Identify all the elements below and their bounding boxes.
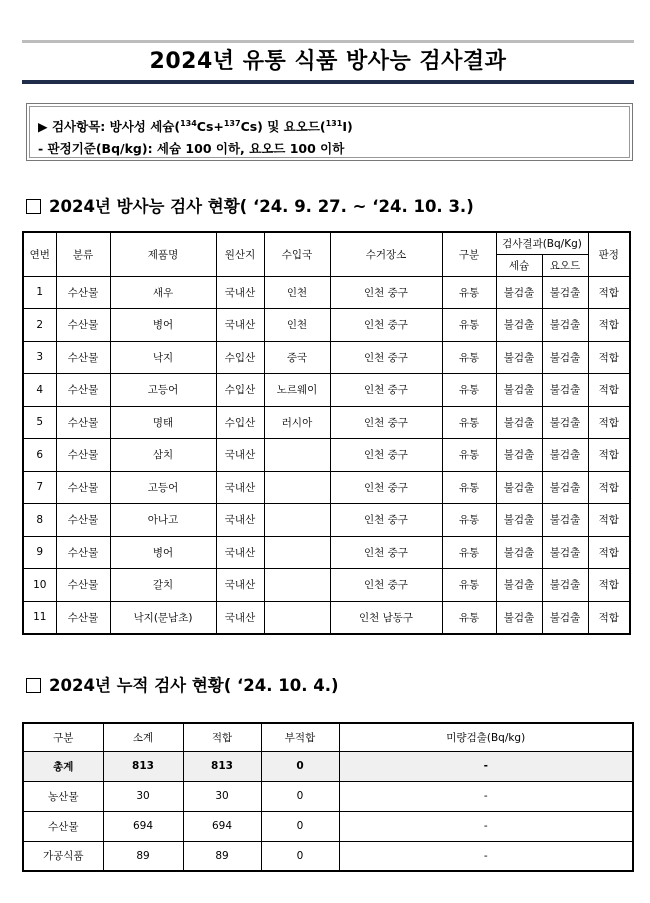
col-no: 연번 xyxy=(23,232,56,276)
col-judgment: 판정 xyxy=(588,232,630,276)
cell-cesium: 불검출 xyxy=(496,374,542,407)
cell-cesium: 불검출 xyxy=(496,341,542,374)
cell-cesium: 불검출 xyxy=(496,601,542,634)
cell-iodine: 불검출 xyxy=(542,309,588,342)
cell-product: 삼치 xyxy=(110,439,216,472)
cell-judgment: 적합 xyxy=(588,439,630,472)
cell-category: 수산물 xyxy=(56,569,110,602)
cell-type: 유통 xyxy=(442,276,496,309)
cell-fail: 0 xyxy=(261,781,339,811)
cell-import-country: 노르웨이 xyxy=(264,374,330,407)
cell-import-country xyxy=(264,569,330,602)
cell-iodine: 불검출 xyxy=(542,406,588,439)
table-row xyxy=(23,811,633,841)
cell-product: 새우 xyxy=(110,276,216,309)
section1-title: 2024년 방사능 검사 현황( ‘24. 9. 27. ~ ‘24. 10. 3.) xyxy=(49,197,474,216)
table-row xyxy=(23,841,633,871)
cell-location: 인천 남동구 xyxy=(330,601,442,634)
cell-judgment: 적합 xyxy=(588,536,630,569)
col-cesium: 세슘 xyxy=(496,254,542,276)
cell-judgment: 적합 xyxy=(588,471,630,504)
cell-import-country xyxy=(264,504,330,537)
cell-product: 아나고 xyxy=(110,504,216,537)
isotope-131: 131 xyxy=(325,119,343,128)
cell-division: 수산물 xyxy=(23,811,103,841)
cell-judgment: 적합 xyxy=(588,504,630,537)
table-row xyxy=(23,276,630,309)
table-row xyxy=(23,781,633,811)
iodine-suffix: I) xyxy=(342,119,353,135)
cell-type: 유통 xyxy=(442,406,496,439)
cs-plus: Cs+ xyxy=(196,119,224,135)
cell-cesium: 불검출 xyxy=(496,276,542,309)
cell-pass: 694 xyxy=(183,811,261,841)
cell-origin: 국내산 xyxy=(216,309,264,342)
cell-category: 수산물 xyxy=(56,406,110,439)
col-import-country: 수입국 xyxy=(264,232,330,276)
cell-pass: 30 xyxy=(183,781,261,811)
cell-no: 5 xyxy=(23,406,56,439)
table-row xyxy=(23,471,630,504)
test-items-prefix: ▶ 검사항목: 방사성 세슘( xyxy=(38,119,181,135)
cell-iodine: 불검출 xyxy=(542,439,588,472)
cell-type: 유통 xyxy=(442,504,496,537)
total-row xyxy=(23,751,633,781)
cell-pass: 89 xyxy=(183,841,261,871)
cell-location: 인천 중구 xyxy=(330,471,442,504)
cell-category: 수산물 xyxy=(56,504,110,537)
cell-import-country xyxy=(264,471,330,504)
table-row xyxy=(23,601,630,634)
cell-iodine: 불검출 xyxy=(542,601,588,634)
isotope-137: 137 xyxy=(223,119,241,128)
cell-cesium: 불검출 xyxy=(496,536,542,569)
cell-division: 가공식품 xyxy=(23,841,103,871)
cell-category: 수산물 xyxy=(56,439,110,472)
info-inner xyxy=(29,106,630,158)
col-division: 구분 xyxy=(23,723,103,751)
col-product: 제품명 xyxy=(110,232,216,276)
cell-subtotal: 813 xyxy=(103,751,183,781)
cell-judgment: 적합 xyxy=(588,309,630,342)
cell-location: 인천 중구 xyxy=(330,569,442,602)
cell-judgment: 적합 xyxy=(588,601,630,634)
cell-cesium: 불검출 xyxy=(496,309,542,342)
page-title: 2024년 유통 식품 방사능 검사결과 xyxy=(149,49,507,74)
title-banner xyxy=(22,40,634,84)
cell-import-country: 인천 xyxy=(264,309,330,342)
isotope-134: 134 xyxy=(180,119,197,128)
cell-type: 유통 xyxy=(442,601,496,634)
cell-category: 수산물 xyxy=(56,374,110,407)
cell-product: 낙지(문남초) xyxy=(110,601,216,634)
section2-title: 2024년 누적 검사 현황( ‘24. 10. 4.) xyxy=(49,676,339,695)
cell-location: 인천 중구 xyxy=(330,341,442,374)
cell-category: 수산물 xyxy=(56,309,110,342)
cell-import-country: 러시아 xyxy=(264,406,330,439)
cell-origin: 국내산 xyxy=(216,601,264,634)
cell-origin: 국내산 xyxy=(216,504,264,537)
cell-location: 인천 중구 xyxy=(330,309,442,342)
cell-import-country xyxy=(264,536,330,569)
cell-location: 인천 중구 xyxy=(330,439,442,472)
cell-no: 7 xyxy=(23,471,56,504)
cell-origin: 수입산 xyxy=(216,406,264,439)
cell-product: 낙지 xyxy=(110,341,216,374)
cell-import-country xyxy=(264,601,330,634)
cell-trace: - xyxy=(339,811,633,841)
table-row xyxy=(23,374,630,407)
cell-division: 총계 xyxy=(23,751,103,781)
cell-origin: 국내산 xyxy=(216,276,264,309)
table-row xyxy=(23,439,630,472)
cell-no: 11 xyxy=(23,601,56,634)
cell-location: 인천 중구 xyxy=(330,504,442,537)
cell-category: 수산물 xyxy=(56,341,110,374)
cell-location: 인천 중구 xyxy=(330,406,442,439)
cell-judgment: 적합 xyxy=(588,569,630,602)
checkbox-square-icon xyxy=(26,678,41,693)
cell-judgment: 적합 xyxy=(588,276,630,309)
cell-judgment: 적합 xyxy=(588,341,630,374)
cell-no: 2 xyxy=(23,309,56,342)
cell-type: 유통 xyxy=(442,341,496,374)
cell-type: 유통 xyxy=(442,471,496,504)
cell-type: 유통 xyxy=(442,309,496,342)
table1-header-row xyxy=(23,232,630,254)
cell-product: 명태 xyxy=(110,406,216,439)
cell-no: 9 xyxy=(23,536,56,569)
col-pass: 적합 xyxy=(183,723,261,751)
table-row xyxy=(23,406,630,439)
cell-judgment: 적합 xyxy=(588,374,630,407)
cell-no: 4 xyxy=(23,374,56,407)
cell-type: 유통 xyxy=(442,439,496,472)
col-type: 구분 xyxy=(442,232,496,276)
table-row xyxy=(23,309,630,342)
cell-product: 병어 xyxy=(110,536,216,569)
col-location: 수거장소 xyxy=(330,232,442,276)
col-fail: 부적합 xyxy=(261,723,339,751)
table2-header-row xyxy=(23,723,633,751)
cell-cesium: 불검출 xyxy=(496,406,542,439)
cell-trace: - xyxy=(339,781,633,811)
cell-location: 인천 중구 xyxy=(330,374,442,407)
test-items-line xyxy=(38,113,621,138)
cell-cesium: 불검출 xyxy=(496,504,542,537)
cell-import-country xyxy=(264,439,330,472)
col-subtotal: 소계 xyxy=(103,723,183,751)
cell-trace: - xyxy=(339,751,633,781)
cell-import-country: 인천 xyxy=(264,276,330,309)
section2-heading xyxy=(26,672,339,696)
cell-cesium: 불검출 xyxy=(496,471,542,504)
col-iodine: 요오드 xyxy=(542,254,588,276)
cell-type: 유통 xyxy=(442,374,496,407)
cell-iodine: 불검출 xyxy=(542,504,588,537)
cell-iodine: 불검출 xyxy=(542,471,588,504)
cell-location: 인천 중구 xyxy=(330,276,442,309)
cell-no: 1 xyxy=(23,276,56,309)
cell-origin: 국내산 xyxy=(216,439,264,472)
cell-origin: 국내산 xyxy=(216,536,264,569)
cell-fail: 0 xyxy=(261,841,339,871)
col-category: 분류 xyxy=(56,232,110,276)
cell-product: 고등어 xyxy=(110,374,216,407)
cell-product: 고등어 xyxy=(110,471,216,504)
cell-type: 유통 xyxy=(442,536,496,569)
cell-product: 병어 xyxy=(110,309,216,342)
col-result: 검사결과(Bq/Kg) xyxy=(496,232,588,254)
weekly-results-table xyxy=(22,231,631,635)
cs-iodine: Cs) 및 요오드( xyxy=(240,119,326,135)
cell-fail: 0 xyxy=(261,811,339,841)
cell-no: 8 xyxy=(23,504,56,537)
table-row xyxy=(23,536,630,569)
cell-category: 수산물 xyxy=(56,601,110,634)
cell-location: 인천 중구 xyxy=(330,536,442,569)
cell-iodine: 불검출 xyxy=(542,276,588,309)
col-trace: 미량검출(Bq/kg) xyxy=(339,723,633,751)
cell-iodine: 불검출 xyxy=(542,374,588,407)
cell-cesium: 불검출 xyxy=(496,569,542,602)
cell-origin: 국내산 xyxy=(216,569,264,602)
cell-origin: 국내산 xyxy=(216,471,264,504)
cell-fail: 0 xyxy=(261,751,339,781)
cumulative-results-table xyxy=(22,722,634,872)
cell-iodine: 불검출 xyxy=(542,341,588,374)
cell-judgment: 적합 xyxy=(588,406,630,439)
cell-subtotal: 694 xyxy=(103,811,183,841)
cell-no: 3 xyxy=(23,341,56,374)
col-origin: 원산지 xyxy=(216,232,264,276)
cell-iodine: 불검출 xyxy=(542,536,588,569)
cell-trace: - xyxy=(339,841,633,871)
section1-heading xyxy=(26,193,474,217)
cell-cesium: 불검출 xyxy=(496,439,542,472)
cell-type: 유통 xyxy=(442,569,496,602)
cell-origin: 수입산 xyxy=(216,374,264,407)
cell-no: 10 xyxy=(23,569,56,602)
table-row xyxy=(23,341,630,374)
cell-origin: 수입산 xyxy=(216,341,264,374)
cell-pass: 813 xyxy=(183,751,261,781)
cell-product: 갈치 xyxy=(110,569,216,602)
cell-subtotal: 89 xyxy=(103,841,183,871)
checkbox-square-icon xyxy=(26,199,41,214)
table-row xyxy=(23,504,630,537)
criteria-line: - 판정기준(Bq/kg): 세슘 100 이하, 요오드 100 이하 xyxy=(38,141,345,157)
cell-category: 수산물 xyxy=(56,471,110,504)
cell-iodine: 불검출 xyxy=(542,569,588,602)
cell-category: 수산물 xyxy=(56,536,110,569)
cell-category: 수산물 xyxy=(56,276,110,309)
cell-import-country: 중국 xyxy=(264,341,330,374)
cell-no: 6 xyxy=(23,439,56,472)
table-row xyxy=(23,569,630,602)
cell-division: 농산물 xyxy=(23,781,103,811)
info-box xyxy=(26,103,633,161)
cell-subtotal: 30 xyxy=(103,781,183,811)
